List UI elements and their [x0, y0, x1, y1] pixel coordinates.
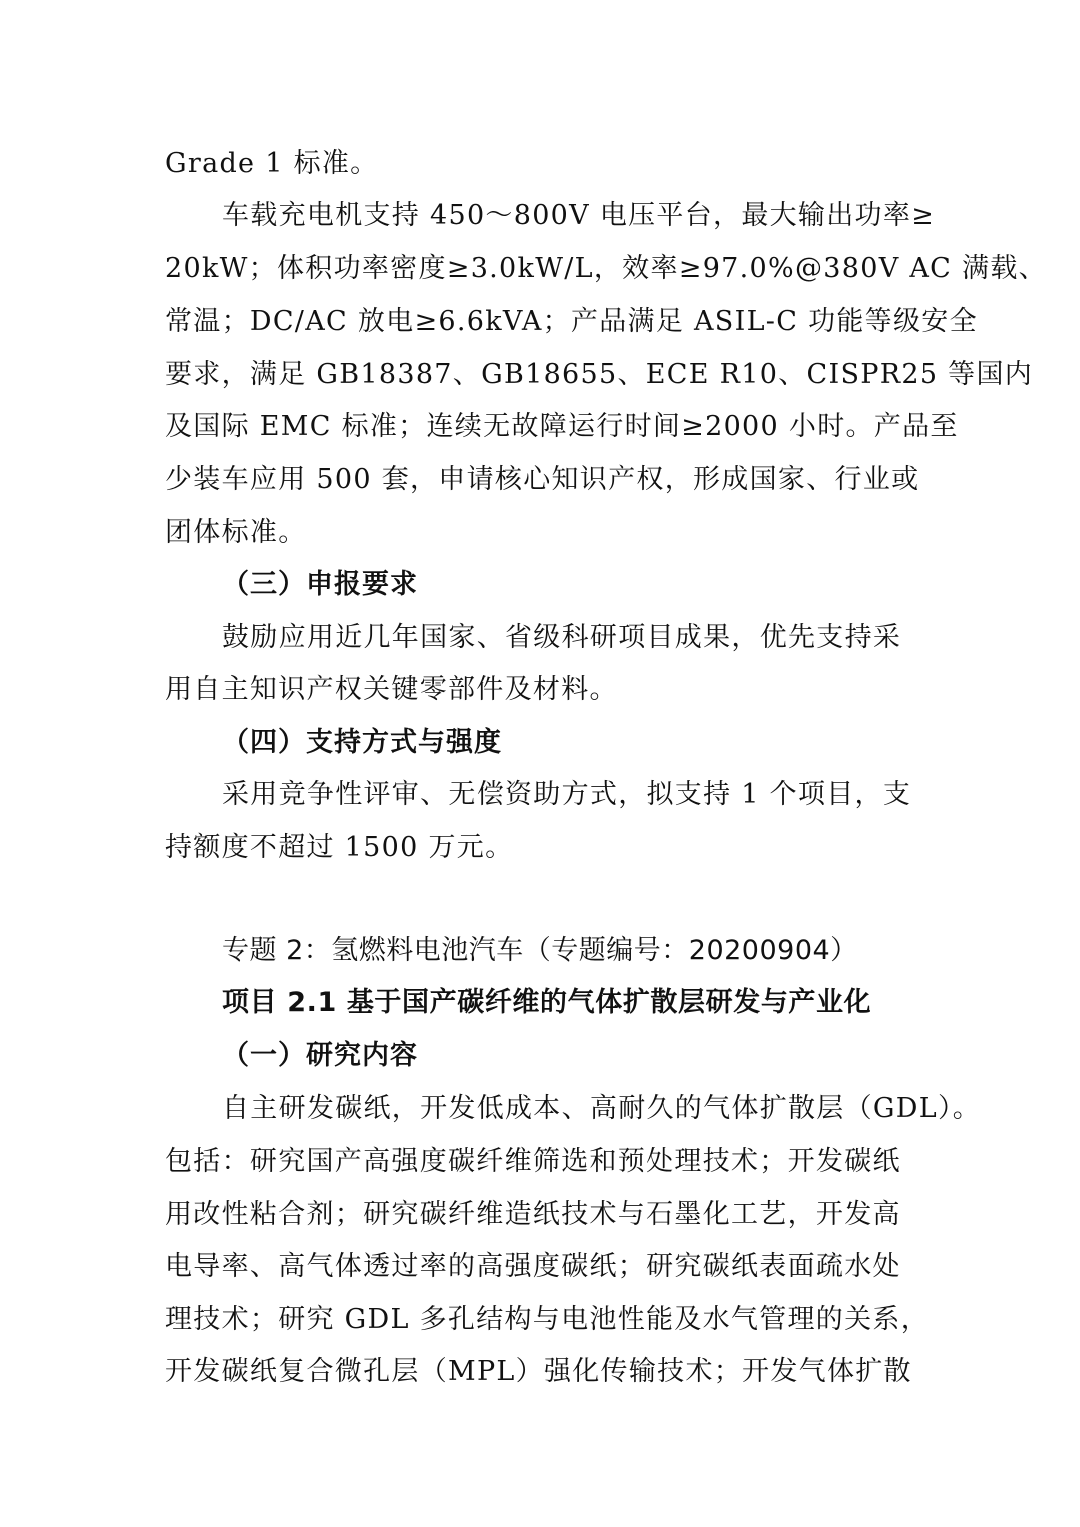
paragraph-line: 开发碳纸复合微孔层（MPL）强化传输技术；开发气体扩散 — [165, 1356, 912, 1387]
section-heading: （一）研究内容 — [222, 1040, 418, 1071]
section-heading: （四）支持方式与强度 — [222, 727, 502, 758]
paragraph-line: 及国际 EMC 标准；连续无故障运行时间≥2000 小时。产品至 — [165, 411, 959, 442]
paragraph-line: 鼓励应用近几年国家、省级科研项目成果，优先支持采 — [222, 622, 902, 653]
topic-title: 专题 2：氢燃料电池汽车（专题编号：20200904） — [222, 935, 858, 966]
paragraph-line: Grade 1 标准。 — [165, 148, 379, 179]
paragraph-line: 理技术；研究 GDL 多孔结构与电池性能及水气管理的关系， — [165, 1304, 930, 1335]
project-title: 项目 2.1 基于国产碳纤维的气体扩散层研发与产业化 — [222, 987, 872, 1018]
section-heading: （三）申报要求 — [222, 569, 418, 600]
paragraph-line: 采用竞争性评审、无偿资助方式，拟支持 1 个项目，支 — [222, 779, 912, 810]
paragraph-line: 车载充电机支持 450～800V 电压平台，最大输出功率≥ — [222, 200, 936, 231]
paragraph-line: 包括：研究国产高强度碳纤维筛选和预处理技术；开发碳纸 — [165, 1146, 901, 1177]
paragraph-line: 团体标准。 — [165, 517, 307, 548]
paragraph-line: 用改性粘合剂；研究碳纤维造纸技术与石墨化工艺，开发高 — [165, 1199, 901, 1230]
paragraph-line: 电导率、高气体透过率的高强度碳纸；研究碳纸表面疏水处 — [165, 1251, 901, 1282]
paragraph-line: 20kW；体积功率密度≥3.0kW/L，效率≥97.0%@380V AC 满载、 — [165, 253, 1047, 284]
paragraph-line: 要求，满足 GB18387、GB18655、ECE R10、CISPR25 等国内 — [165, 359, 1034, 390]
paragraph-line: 用自主知识产权关键零部件及材料。 — [165, 674, 618, 705]
paragraph-line: 少装车应用 500 套，申请核心知识产权，形成国家、行业或 — [165, 464, 920, 495]
paragraph-line: 自主研发碳纸，开发低成本、高耐久的气体扩散层（GDL）。 — [222, 1093, 982, 1124]
paragraph-line: 持额度不超过 1500 万元。 — [165, 832, 514, 863]
paragraph-line: 常温；DC/AC 放电≥6.6kVA；产品满足 ASIL-C 功能等级安全 — [165, 306, 978, 337]
